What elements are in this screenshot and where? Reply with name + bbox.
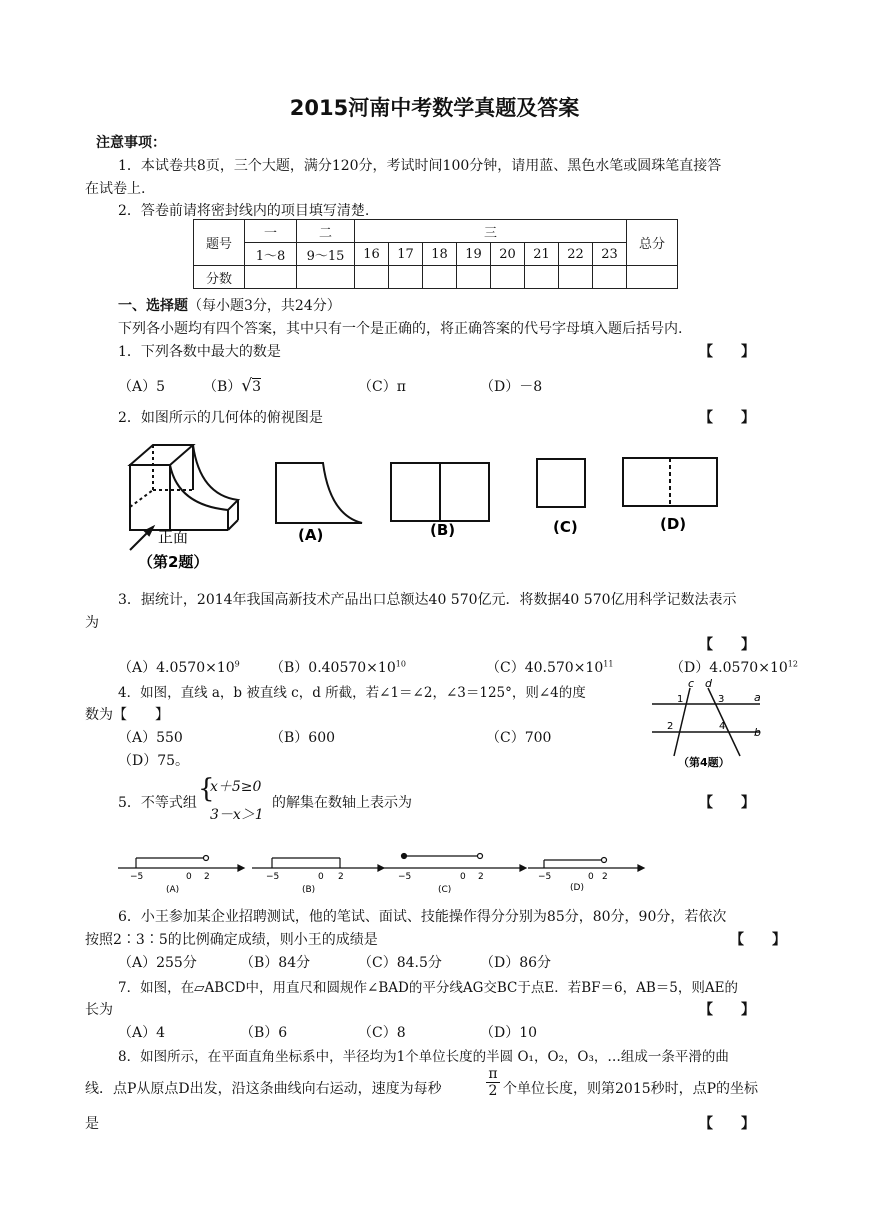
q7-answer-bracket[interactable]: 【 】 bbox=[699, 1002, 755, 1018]
notice-item-2: 2．答卷前请将密封线内的项目填写清楚. bbox=[118, 203, 370, 219]
q4-option-b: （B）600 bbox=[270, 730, 336, 746]
angle-2: 2 bbox=[667, 721, 674, 732]
tick-c-2: 2 bbox=[478, 872, 484, 882]
q4-option-c: （C）700 bbox=[486, 730, 552, 746]
q5-number-lines bbox=[112, 848, 652, 896]
q5-stem-suffix: 的解集在数轴上表示为 bbox=[272, 795, 412, 811]
table-num: 17 bbox=[389, 243, 423, 266]
table-num: 20 bbox=[491, 243, 525, 266]
table-score-label: 分数 bbox=[194, 266, 245, 289]
q6-answer-bracket[interactable]: 【 】 bbox=[730, 932, 786, 948]
axis-d-arrow bbox=[638, 865, 644, 871]
table-section-1: 一 bbox=[245, 220, 297, 243]
notice-item-1-cont: 在试卷上. bbox=[85, 181, 146, 197]
q5-inequality-2: 3－x＞1 bbox=[210, 807, 264, 823]
axis-b-arrow bbox=[378, 865, 384, 871]
sqrt-sign: √ bbox=[241, 376, 253, 396]
solid-front bbox=[130, 465, 170, 530]
q6-stem-cont: 按照2∶3∶5的比例确定成绩，则小王的成绩是 bbox=[85, 932, 378, 948]
q5-label-b: (B) bbox=[302, 885, 316, 895]
section-1-heading-row bbox=[118, 295, 341, 315]
score-cell[interactable] bbox=[593, 266, 627, 289]
q1-option-b-radicand: 3 bbox=[252, 379, 262, 395]
q5-label-a: (A) bbox=[166, 885, 180, 895]
q4-option-a: （A）550 bbox=[118, 730, 183, 746]
q2-stem: 2．如图所示的几何体的俯视图是 bbox=[118, 410, 323, 426]
tick-b-0: 0 bbox=[318, 872, 324, 882]
q2-label-a: (A) bbox=[298, 526, 324, 544]
front-label: 正面 bbox=[158, 528, 189, 546]
q2-label-b: (B) bbox=[430, 521, 456, 539]
option-c-shape bbox=[537, 459, 585, 507]
q2-figure bbox=[118, 435, 758, 575]
solid-corner bbox=[228, 520, 238, 530]
section-1-instruction: 下列各小题均有四个答案，其中只有一个是正确的，将正确答案的代号字母填入题后括号内. bbox=[118, 321, 683, 337]
q7-option-c: （C）8 bbox=[358, 1025, 406, 1041]
q1-answer-bracket[interactable]: 【 】 bbox=[699, 344, 755, 360]
q6-option-b: （B）84分 bbox=[240, 955, 311, 971]
table-num: 22 bbox=[559, 243, 593, 266]
solid-curve bbox=[170, 445, 238, 510]
q2-label-c: (C) bbox=[553, 518, 578, 536]
q5-stem-prefix: 5．不等式组 bbox=[118, 795, 197, 811]
q3-option-a-base: （A）4.0570×10 bbox=[118, 660, 235, 676]
label-b: b bbox=[754, 726, 761, 739]
score-cell[interactable] bbox=[627, 266, 678, 289]
table-num: 18 bbox=[423, 243, 457, 266]
score-cell[interactable] bbox=[245, 266, 297, 289]
q4-stem-cont: 数为【 】 bbox=[85, 707, 169, 723]
q1-stem: 1．下列各数中最大的数是 bbox=[118, 344, 281, 360]
q3-answer-bracket[interactable]: 【 】 bbox=[699, 637, 755, 653]
label-a: a bbox=[754, 691, 761, 704]
range-c-open bbox=[478, 854, 483, 859]
page-title: 2015河南中考数学真题及答案 bbox=[289, 96, 580, 120]
q2-label-d: (D) bbox=[660, 515, 687, 533]
system-brace: { bbox=[198, 774, 215, 804]
section-1-heading: 一、选择题 bbox=[118, 298, 188, 314]
table-section-3: 三 bbox=[355, 220, 627, 243]
tick-a-neg5: −5 bbox=[130, 872, 144, 882]
q6-option-a: （A）255分 bbox=[118, 955, 197, 971]
q4-figure bbox=[648, 674, 768, 770]
q5-answer-bracket[interactable]: 【 】 bbox=[699, 795, 755, 811]
section-1-note: （每小题3分，共24分） bbox=[188, 298, 341, 314]
table-range-1: 1～8 bbox=[245, 243, 297, 266]
q3-option-c bbox=[486, 657, 613, 677]
q3-option-b-exp: 10 bbox=[395, 659, 406, 669]
table-header-label: 题号 bbox=[194, 220, 245, 266]
score-cell[interactable] bbox=[457, 266, 491, 289]
q8-fraction-denominator: 2 bbox=[488, 1083, 498, 1099]
q6-option-d: （D）86分 bbox=[480, 955, 552, 971]
option-a-shape bbox=[276, 463, 362, 523]
q8-fraction-numerator: π bbox=[486, 1066, 500, 1083]
q2-caption: （第2题） bbox=[138, 553, 209, 571]
q3-option-d-exp: 12 bbox=[787, 659, 798, 669]
tick-d-neg5: −5 bbox=[538, 872, 552, 882]
q3-stem-cont: 为 bbox=[85, 615, 99, 631]
q7-stem-cont: 长为 bbox=[85, 1002, 113, 1018]
range-d-open bbox=[602, 858, 607, 863]
table-range-2: 9～15 bbox=[297, 243, 355, 266]
table-num: 16 bbox=[355, 243, 389, 266]
q8-answer-bracket[interactable]: 【 】 bbox=[699, 1116, 755, 1132]
q8-stem-line2-post: 个单位长度，则第2015秒时，点P的坐标 bbox=[503, 1081, 759, 1097]
q3-option-d-base: （D）4.0570×10 bbox=[670, 660, 788, 676]
q3-option-c-exp: 11 bbox=[603, 659, 614, 669]
q5-label-c: (C) bbox=[438, 885, 452, 895]
tick-d-0: 0 bbox=[588, 872, 594, 882]
score-cell[interactable] bbox=[423, 266, 457, 289]
q4-stem: 4．如图，直线 a，b 被直线 c，d 所截，若∠1＝∠2，∠3＝125°，则∠4的度 bbox=[118, 685, 586, 701]
q6-option-c: （C）84.5分 bbox=[358, 955, 442, 971]
score-cell[interactable] bbox=[389, 266, 423, 289]
score-cell[interactable] bbox=[297, 266, 355, 289]
hidden-edge-1 bbox=[130, 490, 153, 507]
q8-stem-line2-pre: 线．点P从原点D出发，沿这条曲线向右运动，速度为每秒 bbox=[85, 1081, 442, 1097]
notice-item-1: 1．本试卷共8页，三个大题，满分120分，考试时间100分钟，请用蓝、黑色水笔或圆珠笔直接答 bbox=[118, 158, 722, 174]
q4-caption: （第4题） bbox=[678, 756, 730, 769]
table-num: 23 bbox=[593, 243, 627, 266]
q6-stem: 6．小王参加某企业招聘测试，他的笔试、面试、技能操作得分分别为85分，80分，90分，若依次 bbox=[118, 909, 727, 925]
q7-stem: 7．如图，在▱ABCD中，用直尺和圆规作∠BAD的平分线AG交BC于点E．若BF＝6，AB＝5，则AE的 bbox=[118, 980, 738, 996]
q2-answer-bracket[interactable]: 【 】 bbox=[699, 410, 755, 426]
angle-4: 4 bbox=[719, 721, 726, 732]
q7-option-b: （B）6 bbox=[240, 1025, 288, 1041]
q3-option-a bbox=[118, 657, 240, 677]
q3-option-b-base: （B）0.40570×10 bbox=[270, 660, 396, 676]
score-cell[interactable] bbox=[491, 266, 525, 289]
tick-b-neg5: −5 bbox=[266, 872, 280, 882]
angle-1: 1 bbox=[677, 694, 684, 705]
q8-fraction bbox=[486, 1066, 500, 1099]
score-cell[interactable] bbox=[355, 266, 389, 289]
notice-heading: 注意事项： bbox=[96, 135, 166, 151]
q8-stem: 8．如图所示，在平面直角坐标系中，半径均为1个单位长度的半圆 O₁，O₂，O₃，…组成一条平滑的曲 bbox=[118, 1049, 729, 1065]
q1-option-c: （C）π bbox=[358, 379, 406, 395]
q3-option-b bbox=[270, 657, 406, 677]
range-a-open bbox=[204, 856, 209, 861]
tick-b-2: 2 bbox=[338, 872, 344, 882]
q1-option-a: （A）5 bbox=[118, 379, 166, 395]
tick-c-neg5: −5 bbox=[398, 872, 412, 882]
q3-option-a-exp: 9 bbox=[234, 659, 240, 669]
axis-c-arrow bbox=[520, 865, 526, 871]
tick-a-2: 2 bbox=[204, 872, 210, 882]
q7-option-d: （D）10 bbox=[480, 1025, 538, 1041]
q3-stem: 3．据统计，2014年我国高新技术产品出口总额达40 570亿元．将数据40 570亿用科学记数法表示 bbox=[118, 592, 737, 608]
q4-option-d: （D）75。 bbox=[118, 753, 190, 769]
score-table bbox=[193, 219, 678, 289]
q7-option-a: （A）4 bbox=[118, 1025, 166, 1041]
axis-a-arrow bbox=[238, 865, 244, 871]
q1-option-b-label: （B） bbox=[203, 379, 242, 395]
label-c: c bbox=[688, 677, 695, 690]
tick-d-2: 2 bbox=[602, 872, 608, 882]
solid-top bbox=[130, 445, 193, 465]
q3-option-c-base: （C）40.570×10 bbox=[486, 660, 604, 676]
q5-label-d: (D) bbox=[570, 883, 584, 893]
table-total-label: 总分 bbox=[627, 220, 678, 266]
score-cell[interactable] bbox=[559, 266, 593, 289]
tick-a-0: 0 bbox=[186, 872, 192, 882]
angle-3: 3 bbox=[718, 694, 725, 705]
q8-stem-cont: 是 bbox=[85, 1116, 99, 1132]
score-cell[interactable] bbox=[525, 266, 559, 289]
table-section-2: 二 bbox=[297, 220, 355, 243]
table-num: 21 bbox=[525, 243, 559, 266]
q1-option-d: （D）－8 bbox=[480, 379, 543, 395]
range-c-closed bbox=[402, 854, 407, 859]
q1-option-b bbox=[203, 376, 261, 396]
label-d: d bbox=[705, 677, 712, 690]
tick-c-0: 0 bbox=[460, 872, 466, 882]
q5-inequality-1: x＋5≥0 bbox=[210, 779, 262, 795]
table-num: 19 bbox=[457, 243, 491, 266]
